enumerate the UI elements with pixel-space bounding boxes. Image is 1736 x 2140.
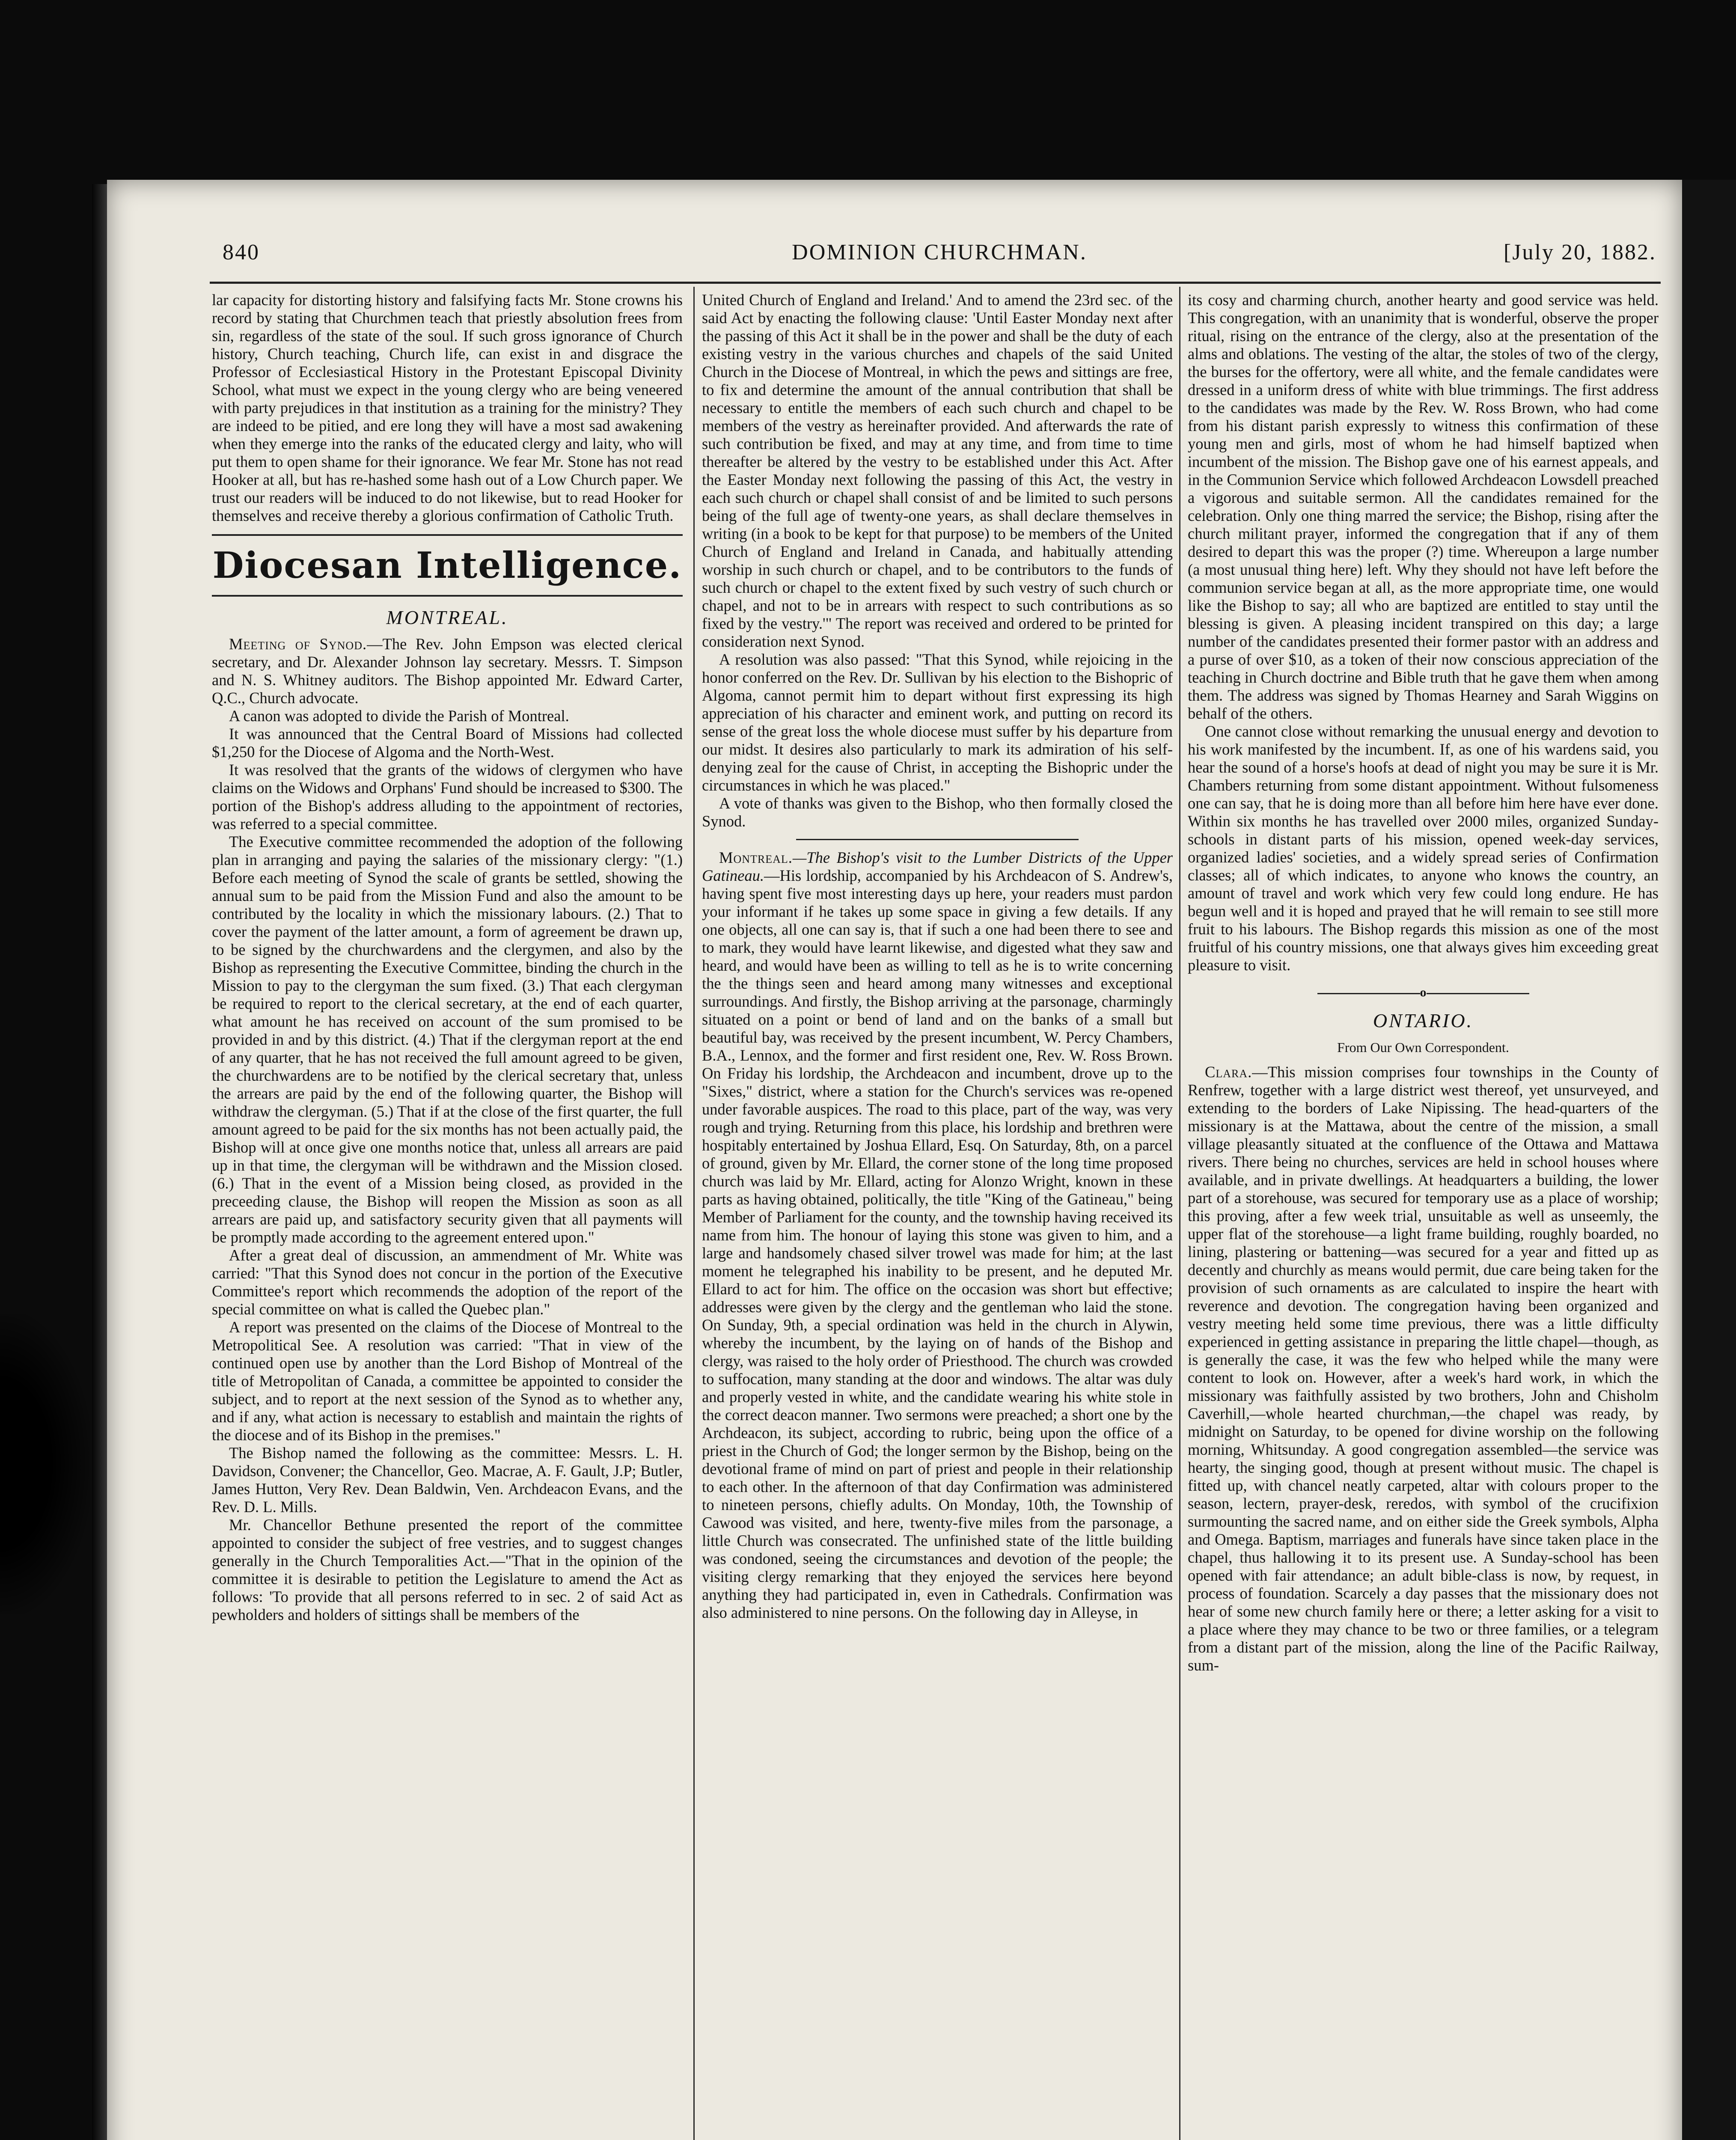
- byline: From Our Own Correspondent.: [1337, 1040, 1509, 1055]
- paragraph: lar capacity for distorting history and falsifying facts Mr. Stone crowns his record by stating that Churchmen teach that priestly absolution frees from sin, regardless of the state of the soul. If such gross ignorance of Church history, Church teaching, Church life, can exist in and disgrace the Professor of Ecclesiastical History in the Protestant Episcopal Divinity School, what must we expect in the young clergy who are being veneered with party prejudices in that institution as a training for the ministry? They are indeed to be pitied, and ere long they will have a most sad awakening when they emerge into the ranks of the educated clergy and laity, who will put them to open shame for their ignorance. We fear Mr. Stone has not read Hooker at all, but has re-hashed some hash out of a Low Church paper. We trust our readers will be induced to do not likewise, but to read Hooker for themselves and receive thereby a glorious confirmation of Catholic Truth.: [212, 291, 683, 524]
- paragraph: It was announced that the Central Board of Missions had collected $1,250 for the Diocese of Algoma and the North-West.: [212, 725, 683, 761]
- paragraph: A canon was adopted to divide the Parish of Montreal.: [229, 707, 569, 725]
- ornament-separator: [1188, 984, 1659, 1002]
- paragraph-body: —The Rev. John Empson was elected clerical secretary, and Dr. Alexander Johnson lay secretary. Messrs. T. Simpson and N. S. Whitney auditors. The Bishop appointed Mr. Edward Carter, Q.C., Church advocate.: [212, 635, 683, 707]
- scan-edge: [1682, 180, 1736, 2140]
- column-rule: [693, 287, 695, 2140]
- paragraph: United Church of England and Ireland.' And to amend the 23rd sec. of the said Act by enacting the following clause: 'Until Easter Monday next after the passing of this Act it shall be in the power and shall be the duty of each existing vestry in the various churches and chapels of the said United Church in the Diocese of Montreal, in which the pews and sittings are free, to fix and determine the amount of the annual contribution that shall be necessary to entitle the members of each such church and chapel to be members of the vestry as hereinafter provided. And afterwards the rate of such contribution be fixed, and may at any time, and from time to time thereafter be altered by the vestry to be established under this Act. After the Easter Monday next following the passing of this Act, the vestry in each such church or chapel shall consist of and be limited to such persons being of the full age of twenty-one years, as shall declare themselves in writing (in a book to be kept for that purpose) to be members of the United Church of England and Ireland in Canada, and habitually attending worship in such church or chapel, and to be contributors to the funds of such church or chapel to the extent fixed by such vestry of such church or chapel, and not to be in arrears with respect to such contributions as so fixed by the vestry.'" The report was received and ordered to be printed for consideration next Synod.: [702, 291, 1173, 650]
- paragraph-lead: Montreal.: [719, 849, 793, 866]
- paragraph: [212, 635, 683, 707]
- paragraph: A resolution was also passed: "That this Synod, while rejoicing in the honor conferred on the Rev. Dr. Sullivan by his election to the Bishopric of Algoma, cannot permit him to depart without first expressing its high appreciation of his character and eminent work, and putting on record its sense of the great loss the whole diocese must suffer by his departure from our midst. It desires also particularly to mark its admiration of his self-denying zeal for the cause of Christ, in accepting the Bishopric under the circumstances in which he was placed.": [702, 651, 1173, 794]
- paragraph: [1188, 1063, 1659, 1674]
- paragraph: One cannot close without remarking the unusual energy and devotion to his work manifested by the incumbent. If, as one of his wardens said, you hear the sound of a horse's hoofs at dead of night you may be sure it is Mr. Chambers returning from some distant appointment. Without fulsomeness one can say, that he is doing more than all before him here have ever done. Within six months he has travelled over 2000 miles, organized Sunday-schools in distant parts of his mission, opened week-day services, organized ladies' societies, and a widely spread series of Confirmation classes; all of which indicates, to anyone who knows the country, an amount of travel and work which very few could long endure. He has begun well and it is hoped and prayed that he will remain to see still more fruit to his labours. The Bishop regards this mission as one of the most fruitful of his country missions, one that always gives him exceeding great pleasure to visit.: [1188, 722, 1659, 974]
- divider: [796, 839, 1079, 840]
- paragraph-body: —His lordship, accompanied by his Archdeacon of S. Andrew's, having spent five most interesting days up here, your readers must pardon your informant if he takes up some space in giving a few details. If any one objects, all one can say is, that if such a one had been there to see and to mark, they would have learnt likewise, and digested what they saw and heard, and would have been as willing to tell as he is to write concerning the the things seen and heard among many witnesses and exceptional surroundings. And firstly, the Bishop arriving at the parsonage, charmingly situated on a point or bend of land and on the banks of a small but beautiful bay, was received by the present incumbent, W. Percy Chambers, B.A., Lennox, and the former and first resident one, Rev. W. Ross Brown. On Friday his lordship, the Archdeacon and incumbent, drove up to the "Sixes," district, where a station for the Church's services was re-opened under favorable auspices. The road to this place, part of the way, was very rough and trying. Returning from this place, his lordship and brethren were hospitably entertained by Joshua Ellard, Esq. On Saturday, 8th, on a parcel of ground, given by Mr. Ellard, the corner stone of the long time proposed church was laid by Mr. Ellard, acting for Alonzo Wright, known in these parts as having obtained, politically, the title "King of the Gatineau," being Member of Parliament for the county, and the township having received its name from him. The honour of laying this stone was given to him, and a large and handsomely chased silver trowel was made for him; at the last moment he telegraphed his inability to be present, and he deputed Mr. Ellard to act for him. The office on the occasion was short but effective; addresses were given by the clergy and the gentleman who laid the stone. On Sunday, 9th, a special ordination was held in the church in Alywin, whereby the incumbent, by the laying on of hands of the Bishop and clergy, was raised to the holy order of Priesthood. The church was crowded to suffocation, many standing at the door and windows. The altar was duly and properly vested in white, and the candidate wearing his white stole in the correct deacon manner. Two sermons were preached; a short one by the Archdeacon, its subject, according to rubric, being upon the office of a priest in the Church of God; the longer sermon by the Bishop, being on the devotional frame of mind on part of priest and people in their relationship to each other. In the afternoon of that day Confirmation was administered to nineteen persons, chiefly adults. On Monday, 10th, the Township of Cawood was visited, and here, twenty-five miles from the parsonage, a little Church was consecrated. The unfinished state of the little building was condoned, seeing the circumstances and devotion of the people; the visiting clergy remarking that they enjoyed the services here beyond anything they had participated in, even in Cathedrals. Confirmation was also administered to nine persons. On the following day in Alleyse, in: [702, 867, 1173, 1621]
- paragraph: Mr. Chancellor Bethune presented the report of the committee appointed to consider the subject of free vestries, and to suggest changes generally in the Church Temporalities Act.—"That in the opinion of the committee it is desirable to petition the Legislature to amend the Act as follows: 'To provide that all persons referred to in sec. 2 of said Act as pewholders and holders of sittings shall be members of the: [212, 1516, 683, 1623]
- section-masthead: Diocesan Intelligence.: [212, 534, 683, 597]
- column-3: [1188, 291, 1659, 2140]
- paragraph: After a great deal of discussion, an ammendment of Mr. White was carried: "That this Synod does not concur in the portion of the Executive Committee's report which recommends the adoption of the report of the special committee on what is called the Quebec plan.": [212, 1246, 683, 1318]
- paragraph-lead: Meeting of Synod.: [229, 635, 367, 653]
- column-2: [702, 291, 1173, 2140]
- section-heading: ONTARIO.: [1373, 1010, 1474, 1031]
- paragraph: its cosy and charming church, another hearty and good service was held. This congregation, with an unanimity that is wonderful, observe the proper ritual, rising on the entrance of the clergy, also at the presentation of the alms and oblations. The vesting of the altar, the stoles of two of the clergy, the burses for the offertory, were all white, and the female candidates were dressed in a uniform dress of white with blue trimmings. The first address to the candidates was made by the Rev. W. Ross Brown, who had come from his distant parish expressly to witness this confirmation of these young men and girls, most of whom he had himself baptized when incumbent of the mission. The Bishop gave one of his earnest appeals, and in the Communion Service which followed Archdeacon Lowsdell preached a vigorous and suitable sermon. All the candidates remained for the celebration. Only one thing marred the service; the Bishop, rising after the church militant prayer, informed the congregation that if any of them desired to depart this was the proper (?) time. Whereupon a large number (a most unusual thing here) left. Why they should not have left before the communion service began at all, as the more appropriate time, one would like the Bishop to say; all who are baptized are entitled to stay until the blessing is given. A pleasing incident transpired on this day; a large number of the candidates presented their former pastor with an address and a purse of over $10, as a token of their now conscious appreciation of the teaching in Church doctrine and Bible truth that he gave them when among them. The address was signed by Thomas Hearney and Sarah Wiggins on behalf of the others.: [1188, 291, 1659, 722]
- paragraph: The Executive committee recommended the adoption of the following plan in arranging and paying the salaries of the missionary clergy: "(1.) Before each meeting of Synod the scale of grants be settled, showing the annual sum to be paid from the Mission Fund and also the amount to be contributed by the locality in which the missionary labours. (2.) That to cover the payment of the latter amount, a form of agreement be drawn up, to be signed by the churchwardens and the clergymen, and also by the Bishop as representing the Executive Committee, binding the church in the Mission to pay to the clergyman the sum fixed. (3.) That each clergyman be required to report to the clerical secretary, at the end of each quarter, what amount he has received on account of the sum promised to be provided in and by this district. (4.) That if the clergyman report at the end of any quarter, that he has not received the full amount agreed to be given, the churchwardens are to be notified by the clerical secretary that, unless the arrears are paid by the end of the following quarter, the Bishop will withdraw the clergyman. (5.) That if at the close of the first quarter, the full amount agreed to be paid for the six months has not been actually paid, the Bishop will at once give one months notice that, unless all arrears are paid up in that time, the clergyman will be withdrawn and the Mission closed. (6.) That in the event of a Mission being closed, as provided in the preceeding clause, the Bishop will reopen the Mission as soon as all arrears are paid up, and satisfactory security given that all payments will be promptly made according to the agreement entered upon.": [212, 833, 683, 1246]
- header-rule: [210, 282, 1661, 284]
- separator-mark: o: [1420, 985, 1427, 999]
- newspaper-title: DOMINION CHURCHMAN.: [792, 240, 1087, 265]
- paragraph: A vote of thanks was given to the Bishop, who then formally closed the Synod.: [702, 794, 1173, 830]
- column-rule: [1179, 287, 1180, 2140]
- running-header: [223, 240, 1656, 287]
- section-heading: MONTREAL.: [386, 606, 508, 628]
- paragraph: A report was presented on the claims of the Diocese of Montreal to the Metropolitical See. A resolution was carried: "That in view of the continued open use by another than the Lord Bishop of Montreal of the title of Metropolitan of Canada, a committee be appointed to consider the subject, and to report at the next session of the Synod as to whether any, and if any, what action is necessary to establish and maintain the rights of the diocese and of its Bishop in the premises.": [212, 1318, 683, 1444]
- paragraph: [702, 849, 1173, 1622]
- issue-date: [July 20, 1882.: [1504, 240, 1656, 265]
- article-title: —The Bishop's visit to the Lumber Districts of the Upper Gatineau.: [702, 849, 1173, 884]
- finger-shadow: [0, 1314, 90, 1614]
- paragraph-lead: Clara.: [1205, 1063, 1252, 1081]
- paragraph: It was resolved that the grants of the widows of clergymen who have claims on the Widows and Orphans' Fund should be increased to $300. The portion of the Bishop's address alluding to the appointment of rectories, was referred to a special committee.: [212, 761, 683, 832]
- paragraph-body: —This mission comprises four townships in the County of Renfrew, together with a large district west thereof, yet unsurveyed, and extending to the borders of Lake Nipissing. The head-quarters of the missionary is at the Mattawa, about the centre of the mission, a small village pleasantly situated at the confluence of the Ottawa and Mattawa rivers. There being no churches, services are held in school houses where available, and in private dwellings. At headquarters a building, the lower part of a storehouse, was secured for temporary use as a place of worship; this proving, after a few week trial, unsuitable as well as unseemly, the upper flat of the storehouse—a light frame building, roughly boarded, no lining, plastering or battening—was secured for a year and fitted up as decently and churchly as means would permit, due care being taken for the provision of such ornaments as are calculated to inspire the heart with reverence and devotion. The congregation having been organized and vestry meeting held some time previous, there was a little difficulty experienced in getting assistance in preparing the little chapel—though, as is generally the case, it was the few who helped while the many were content to look on. However, after a week's hard work, in which the missionary was faithfully assisted by two brothers, John and Chisholm Caverhill,—whole hearted churchman,—the chapel was ready, by midnight on Saturday, to be opened for divine worship on the following morning, Whitsunday. A good congregation assembled—the service was hearty, the singing good, though at present without music. The chapel is fitted up, with chancel neatly carpeted, altar with colours proper to the season, lectern, prayer-desk, reredos, with symbol of the crucifixion surmounting the sacred name, and on either side the Greek symbols, Alpha and Omega. Baptism, marriages and funerals have since taken place in the chapel, thus hallowing it to its present use. A Sunday-school has been opened with fair attendance; an adult bible-class is now, by request, in process of foundation. Scarcely a day passes that the missionary does not hear of some new church family here or there; a letter asking for a visit to a place where they may chance to be two or three families, or a telegram from a distant part of the mission, along the line of the Pacific Railway, sum-: [1188, 1063, 1659, 1674]
- page-number: 840: [223, 240, 260, 265]
- paragraph: The Bishop named the following as the committee: Messrs. L. H. Davidson, Convener; the Chancellor, Geo. Macrae, A. F. Gault, J.P; Butler, James Hutton, Very Rev. Dean Baldwin, Ven. Archdeacon Evans, and the Rev. D. L. Mills.: [212, 1444, 683, 1516]
- column-1: [212, 291, 683, 2140]
